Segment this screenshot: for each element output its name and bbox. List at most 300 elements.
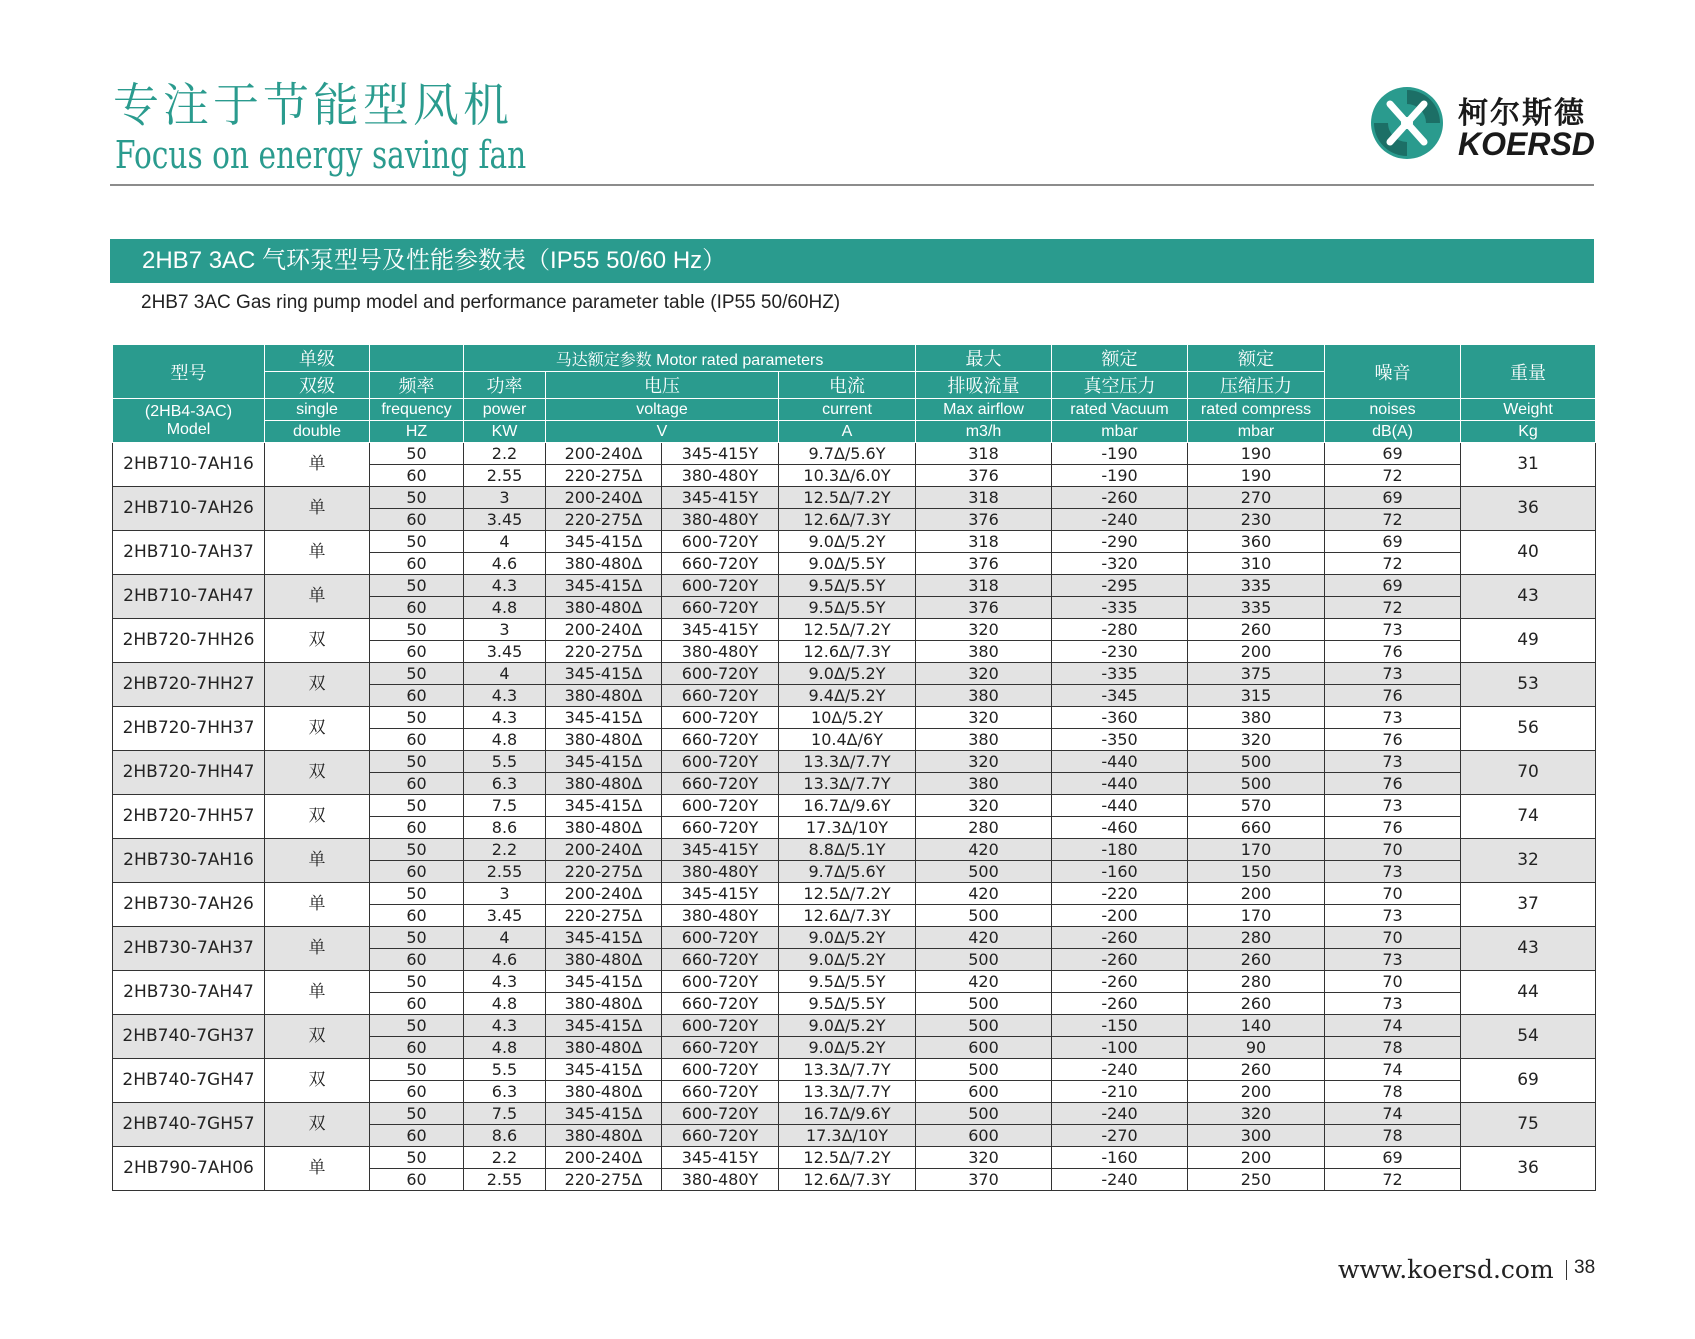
footer-website: www.koersd.com (1338, 1255, 1554, 1284)
power-cell: 2.2 (464, 839, 546, 861)
vacuum-cell: -270 (1052, 1125, 1188, 1147)
voltage-y-cell: 660-720Y (662, 1037, 779, 1059)
freq-cell: 50 (370, 1147, 464, 1169)
airflow-cell: 318 (916, 443, 1052, 465)
compress-cell: 570 (1188, 795, 1325, 817)
airflow-cell: 500 (916, 1015, 1052, 1037)
header-voltage-en: voltage (546, 399, 779, 421)
noise-cell: 73 (1325, 905, 1461, 927)
vacuum-cell: -260 (1052, 993, 1188, 1015)
vacuum-cell: -190 (1052, 465, 1188, 487)
freq-cell: 60 (370, 465, 464, 487)
noise-cell: 69 (1325, 531, 1461, 553)
noise-cell: 73 (1325, 619, 1461, 641)
stage-type-cell: 双 (265, 795, 370, 839)
header-blank (370, 345, 464, 372)
compress-cell: 335 (1188, 597, 1325, 619)
current-cell: 9.0Δ/5.2Y (779, 531, 916, 553)
weight-cell: 44 (1461, 971, 1596, 1015)
voltage-y-cell: 345-415Y (662, 619, 779, 641)
table-row (113, 751, 1596, 773)
table-row (113, 927, 1596, 949)
model-cell: 2HB790-7AH06 (113, 1147, 265, 1191)
airflow-cell: 500 (916, 861, 1052, 883)
voltage-delta-cell: 345-415Δ (546, 1059, 662, 1081)
noise-cell: 73 (1325, 663, 1461, 685)
stage-type-cell: 单 (265, 839, 370, 883)
header-model-cn: 型号 (113, 345, 265, 399)
freq-cell: 60 (370, 1037, 464, 1059)
model-cell: 2HB730-7AH37 (113, 927, 265, 971)
noise-cell: 78 (1325, 1125, 1461, 1147)
current-cell: 13.3Δ/7.7Y (779, 751, 916, 773)
noise-cell: 69 (1325, 575, 1461, 597)
header-model-en (113, 399, 265, 443)
section-title-bar (110, 239, 1594, 283)
airflow-cell: 376 (916, 509, 1052, 531)
airflow-cell: 376 (916, 465, 1052, 487)
current-cell: 12.6Δ/7.3Y (779, 641, 916, 663)
footer-separator (1566, 1260, 1567, 1280)
voltage-y-cell: 345-415Y (662, 443, 779, 465)
airflow-cell: 320 (916, 663, 1052, 685)
airflow-cell: 500 (916, 1103, 1052, 1125)
vacuum-cell: -260 (1052, 927, 1188, 949)
voltage-delta-cell: 380-480Δ (546, 553, 662, 575)
current-cell: 12.6Δ/7.3Y (779, 1169, 916, 1191)
compress-cell: 200 (1188, 641, 1325, 663)
stage-type-cell: 单 (265, 487, 370, 531)
header-voltage-cn: 电压 (546, 372, 779, 399)
voltage-y-cell: 600-720Y (662, 1103, 779, 1125)
compress-cell: 200 (1188, 1081, 1325, 1103)
voltage-delta-cell: 220-275Δ (546, 861, 662, 883)
freq-cell: 60 (370, 861, 464, 883)
vacuum-cell: -440 (1052, 751, 1188, 773)
power-cell: 2.55 (464, 1169, 546, 1191)
performance-table (112, 344, 1596, 1191)
freq-cell: 60 (370, 949, 464, 971)
current-cell: 12.6Δ/7.3Y (779, 509, 916, 531)
voltage-delta-cell: 345-415Δ (546, 575, 662, 597)
power-cell: 7.5 (464, 1103, 546, 1125)
airflow-cell: 320 (916, 1147, 1052, 1169)
header-vacuum-unit: mbar (1052, 421, 1188, 443)
weight-cell: 54 (1461, 1015, 1596, 1059)
vacuum-cell: -230 (1052, 641, 1188, 663)
power-cell: 4.8 (464, 1037, 546, 1059)
model-cell: 2HB740-7GH57 (113, 1103, 265, 1147)
voltage-delta-cell: 380-480Δ (546, 1125, 662, 1147)
vacuum-cell: -280 (1052, 619, 1188, 641)
current-cell: 9.5Δ/5.5Y (779, 993, 916, 1015)
current-cell: 9.0Δ/5.2Y (779, 1015, 916, 1037)
voltage-y-cell: 660-720Y (662, 729, 779, 751)
voltage-delta-cell: 200-240Δ (546, 1147, 662, 1169)
voltage-y-cell: 660-720Y (662, 817, 779, 839)
airflow-cell: 420 (916, 927, 1052, 949)
noise-cell: 76 (1325, 729, 1461, 751)
stage-type-cell: 单 (265, 443, 370, 487)
vacuum-cell: -210 (1052, 1081, 1188, 1103)
airflow-cell: 380 (916, 773, 1052, 795)
voltage-y-cell: 600-720Y (662, 1015, 779, 1037)
stage-type-cell: 单 (265, 531, 370, 575)
model-cell: 2HB710-7AH47 (113, 575, 265, 619)
freq-cell: 60 (370, 1169, 464, 1191)
current-cell: 9.5Δ/5.5Y (779, 971, 916, 993)
airflow-cell: 280 (916, 817, 1052, 839)
voltage-delta-cell: 220-275Δ (546, 905, 662, 927)
airflow-cell: 380 (916, 729, 1052, 751)
power-cell: 3 (464, 883, 546, 905)
header-vacuum-cn2: 真空压力 (1052, 372, 1188, 399)
header-compress-cn2: 压缩压力 (1188, 372, 1325, 399)
voltage-y-cell: 660-720Y (662, 685, 779, 707)
voltage-y-cell: 380-480Y (662, 465, 779, 487)
freq-cell: 60 (370, 553, 464, 575)
header-noise-unit: dB(A) (1325, 421, 1461, 443)
power-cell: 3.45 (464, 509, 546, 531)
header-motor-group: 马达额定参数 Motor rated parameters (464, 345, 916, 372)
voltage-y-cell: 600-720Y (662, 971, 779, 993)
stage-type-cell: 双 (265, 1103, 370, 1147)
freq-cell: 60 (370, 817, 464, 839)
freq-cell: 60 (370, 729, 464, 751)
table-row (113, 1059, 1596, 1081)
weight-cell: 75 (1461, 1103, 1596, 1147)
model-cell: 2HB720-7HH37 (113, 707, 265, 751)
voltage-delta-cell: 345-415Δ (546, 707, 662, 729)
vacuum-cell: -440 (1052, 773, 1188, 795)
voltage-delta-cell: 380-480Δ (546, 597, 662, 619)
airflow-cell: 420 (916, 971, 1052, 993)
table-row (113, 531, 1596, 553)
stage-type-cell: 双 (265, 1059, 370, 1103)
noise-cell: 69 (1325, 443, 1461, 465)
power-cell: 2.55 (464, 861, 546, 883)
power-cell: 3 (464, 619, 546, 641)
koersd-logo-icon (1368, 84, 1446, 162)
voltage-delta-cell: 345-415Δ (546, 927, 662, 949)
compress-cell: 380 (1188, 707, 1325, 729)
airflow-cell: 376 (916, 597, 1052, 619)
compress-cell: 140 (1188, 1015, 1325, 1037)
noise-cell: 73 (1325, 993, 1461, 1015)
vacuum-cell: -320 (1052, 553, 1188, 575)
header-single-en: single (265, 399, 370, 421)
vacuum-cell: -240 (1052, 1059, 1188, 1081)
noise-cell: 72 (1325, 597, 1461, 619)
compress-cell: 315 (1188, 685, 1325, 707)
noise-cell: 70 (1325, 927, 1461, 949)
table-row (113, 795, 1596, 817)
table-body (113, 443, 1596, 1191)
power-cell: 4 (464, 927, 546, 949)
freq-cell: 60 (370, 509, 464, 531)
freq-cell: 50 (370, 443, 464, 465)
weight-cell: 53 (1461, 663, 1596, 707)
header-freq-unit: HZ (370, 421, 464, 443)
noise-cell: 73 (1325, 949, 1461, 971)
compress-cell: 660 (1188, 817, 1325, 839)
airflow-cell: 600 (916, 1081, 1052, 1103)
stage-type-cell: 单 (265, 927, 370, 971)
header-vacuum-cn1: 额定 (1052, 345, 1188, 372)
table-header (113, 345, 1596, 443)
voltage-y-cell: 345-415Y (662, 487, 779, 509)
freq-cell: 50 (370, 487, 464, 509)
compress-cell: 190 (1188, 465, 1325, 487)
header-freq-en: frequency (370, 399, 464, 421)
voltage-delta-cell: 345-415Δ (546, 1015, 662, 1037)
airflow-cell: 420 (916, 839, 1052, 861)
header-power-unit: KW (464, 421, 546, 443)
power-cell: 5.5 (464, 1059, 546, 1081)
voltage-y-cell: 660-720Y (662, 949, 779, 971)
freq-cell: 60 (370, 905, 464, 927)
voltage-delta-cell: 380-480Δ (546, 729, 662, 751)
stage-type-cell: 单 (265, 1147, 370, 1191)
freq-cell: 60 (370, 1125, 464, 1147)
compress-cell: 300 (1188, 1125, 1325, 1147)
noise-cell: 69 (1325, 487, 1461, 509)
compress-cell: 200 (1188, 883, 1325, 905)
header-airflow-en: Max airflow (916, 399, 1052, 421)
voltage-delta-cell: 345-415Δ (546, 971, 662, 993)
voltage-y-cell: 600-720Y (662, 1059, 779, 1081)
vacuum-cell: -260 (1052, 971, 1188, 993)
freq-cell: 50 (370, 839, 464, 861)
current-cell: 9.0Δ/5.2Y (779, 1037, 916, 1059)
header-compress-cn1: 额定 (1188, 345, 1325, 372)
freq-cell: 60 (370, 993, 464, 1015)
compress-cell: 280 (1188, 927, 1325, 949)
header-airflow-cn1: 最大 (916, 345, 1052, 372)
voltage-delta-cell: 345-415Δ (546, 531, 662, 553)
compress-cell: 360 (1188, 531, 1325, 553)
vacuum-cell: -295 (1052, 575, 1188, 597)
vacuum-cell: -220 (1052, 883, 1188, 905)
header-title-cn: 专注于节能型风机 (113, 78, 513, 132)
compress-cell: 335 (1188, 575, 1325, 597)
compress-cell: 320 (1188, 1103, 1325, 1125)
model-cell: 2HB720-7HH47 (113, 751, 265, 795)
power-cell: 8.6 (464, 1125, 546, 1147)
power-cell: 4.3 (464, 685, 546, 707)
airflow-cell: 600 (916, 1037, 1052, 1059)
voltage-y-cell: 600-720Y (662, 531, 779, 553)
table-row (113, 443, 1596, 465)
power-cell: 4 (464, 531, 546, 553)
current-cell: 9.0Δ/5.2Y (779, 927, 916, 949)
current-cell: 12.5Δ/7.2Y (779, 619, 916, 641)
power-cell: 5.5 (464, 751, 546, 773)
voltage-delta-cell: 220-275Δ (546, 465, 662, 487)
noise-cell: 73 (1325, 707, 1461, 729)
weight-cell: 36 (1461, 1147, 1596, 1191)
vacuum-cell: -240 (1052, 1103, 1188, 1125)
current-cell: 9.4Δ/5.2Y (779, 685, 916, 707)
voltage-y-cell: 345-415Y (662, 1147, 779, 1169)
compress-cell: 260 (1188, 949, 1325, 971)
voltage-y-cell: 380-480Y (662, 905, 779, 927)
compress-cell: 500 (1188, 751, 1325, 773)
noise-cell: 76 (1325, 641, 1461, 663)
freq-cell: 60 (370, 597, 464, 619)
header-freq-cn: 频率 (370, 372, 464, 399)
compress-cell: 200 (1188, 1147, 1325, 1169)
weight-cell: 43 (1461, 575, 1596, 619)
header-current-en: current (779, 399, 916, 421)
header-model-label: Model (166, 420, 211, 438)
weight-cell: 32 (1461, 839, 1596, 883)
compress-cell: 170 (1188, 839, 1325, 861)
freq-cell: 50 (370, 663, 464, 685)
current-cell: 13.3Δ/7.7Y (779, 1081, 916, 1103)
freq-cell: 50 (370, 927, 464, 949)
vacuum-cell: -335 (1052, 597, 1188, 619)
model-cell: 2HB710-7AH16 (113, 443, 265, 487)
vacuum-cell: -260 (1052, 487, 1188, 509)
weight-cell: 49 (1461, 619, 1596, 663)
compress-cell: 190 (1188, 443, 1325, 465)
noise-cell: 76 (1325, 817, 1461, 839)
freq-cell: 50 (370, 575, 464, 597)
freq-cell: 50 (370, 971, 464, 993)
current-cell: 8.8Δ/5.1Y (779, 839, 916, 861)
power-cell: 4.6 (464, 553, 546, 575)
power-cell: 4.3 (464, 575, 546, 597)
voltage-delta-cell: 345-415Δ (546, 795, 662, 817)
voltage-y-cell: 345-415Y (662, 883, 779, 905)
header-weight-cn: 重量 (1461, 345, 1596, 399)
header-airflow-cn2: 排吸流量 (916, 372, 1052, 399)
table-row (113, 1103, 1596, 1125)
airflow-cell: 500 (916, 993, 1052, 1015)
vacuum-cell: -360 (1052, 707, 1188, 729)
vacuum-cell: -460 (1052, 817, 1188, 839)
current-cell: 10.4Δ/6Y (779, 729, 916, 751)
table-row (113, 971, 1596, 993)
section-title-en: 2HB7 3AC Gas ring pump model and performance parameter table (IP55 50/60HZ) (141, 292, 841, 313)
noise-cell: 76 (1325, 685, 1461, 707)
airflow-cell: 318 (916, 531, 1052, 553)
current-cell: 9.0Δ/5.5Y (779, 553, 916, 575)
airflow-cell: 600 (916, 1125, 1052, 1147)
current-cell: 13.3Δ/7.7Y (779, 1059, 916, 1081)
model-cell: 2HB720-7HH26 (113, 619, 265, 663)
header-current-cn: 电流 (779, 372, 916, 399)
voltage-y-cell: 600-720Y (662, 795, 779, 817)
vacuum-cell: -290 (1052, 531, 1188, 553)
power-cell: 4.8 (464, 993, 546, 1015)
power-cell: 7.5 (464, 795, 546, 817)
header-current-unit: A (779, 421, 916, 443)
voltage-delta-cell: 380-480Δ (546, 685, 662, 707)
model-cell: 2HB710-7AH37 (113, 531, 265, 575)
voltage-delta-cell: 380-480Δ (546, 1037, 662, 1059)
model-cell: 2HB740-7GH47 (113, 1059, 265, 1103)
header-double-en: double (265, 421, 370, 443)
noise-cell: 73 (1325, 795, 1461, 817)
noise-cell: 70 (1325, 839, 1461, 861)
header-airflow-unit: m3/h (916, 421, 1052, 443)
power-cell: 6.3 (464, 773, 546, 795)
power-cell: 4 (464, 663, 546, 685)
table-row (113, 839, 1596, 861)
compress-cell: 260 (1188, 993, 1325, 1015)
airflow-cell: 318 (916, 487, 1052, 509)
weight-cell: 70 (1461, 751, 1596, 795)
stage-type-cell: 单 (265, 971, 370, 1015)
table-row (113, 663, 1596, 685)
airflow-cell: 318 (916, 575, 1052, 597)
header-compress-unit: mbar (1188, 421, 1325, 443)
table-row (113, 575, 1596, 597)
noise-cell: 72 (1325, 509, 1461, 531)
weight-cell: 43 (1461, 927, 1596, 971)
weight-cell: 74 (1461, 795, 1596, 839)
vacuum-cell: -160 (1052, 1147, 1188, 1169)
voltage-delta-cell: 220-275Δ (546, 1169, 662, 1191)
table-row (113, 1147, 1596, 1169)
compress-cell: 500 (1188, 773, 1325, 795)
airflow-cell: 380 (916, 685, 1052, 707)
voltage-y-cell: 380-480Y (662, 641, 779, 663)
current-cell: 12.6Δ/7.3Y (779, 905, 916, 927)
voltage-delta-cell: 220-275Δ (546, 641, 662, 663)
freq-cell: 60 (370, 685, 464, 707)
model-cell: 2HB710-7AH26 (113, 487, 265, 531)
power-cell: 6.3 (464, 1081, 546, 1103)
section-title-cn: 2HB7 3AC 气环泵型号及性能参数表（IP55 50/60 Hz） (142, 247, 727, 274)
stage-type-cell: 双 (265, 663, 370, 707)
current-cell: 10.3Δ/6.0Y (779, 465, 916, 487)
table-row (113, 883, 1596, 905)
weight-cell: 56 (1461, 707, 1596, 751)
noise-cell: 73 (1325, 861, 1461, 883)
noise-cell: 72 (1325, 465, 1461, 487)
model-cell: 2HB720-7HH57 (113, 795, 265, 839)
vacuum-cell: -260 (1052, 949, 1188, 971)
voltage-delta-cell: 200-240Δ (546, 839, 662, 861)
freq-cell: 60 (370, 1081, 464, 1103)
airflow-cell: 380 (916, 641, 1052, 663)
power-cell: 2.2 (464, 443, 546, 465)
current-cell: 9.5Δ/5.5Y (779, 597, 916, 619)
power-cell: 3.45 (464, 641, 546, 663)
voltage-delta-cell: 345-415Δ (546, 1103, 662, 1125)
compress-cell: 270 (1188, 487, 1325, 509)
header-compress-en: rated compress (1188, 399, 1325, 421)
model-cell: 2HB730-7AH47 (113, 971, 265, 1015)
power-cell: 4.3 (464, 971, 546, 993)
freq-cell: 50 (370, 1103, 464, 1125)
vacuum-cell: -190 (1052, 443, 1188, 465)
voltage-y-cell: 600-720Y (662, 707, 779, 729)
weight-cell: 69 (1461, 1059, 1596, 1103)
header-power-cn: 功率 (464, 372, 546, 399)
current-cell: 9.5Δ/5.5Y (779, 575, 916, 597)
current-cell: 9.0Δ/5.2Y (779, 949, 916, 971)
airflow-cell: 500 (916, 905, 1052, 927)
compress-cell: 230 (1188, 509, 1325, 531)
brand-name-cn: 柯尔斯德 (1458, 97, 1586, 130)
noise-cell: 72 (1325, 1169, 1461, 1191)
freq-cell: 60 (370, 641, 464, 663)
power-cell: 4.6 (464, 949, 546, 971)
